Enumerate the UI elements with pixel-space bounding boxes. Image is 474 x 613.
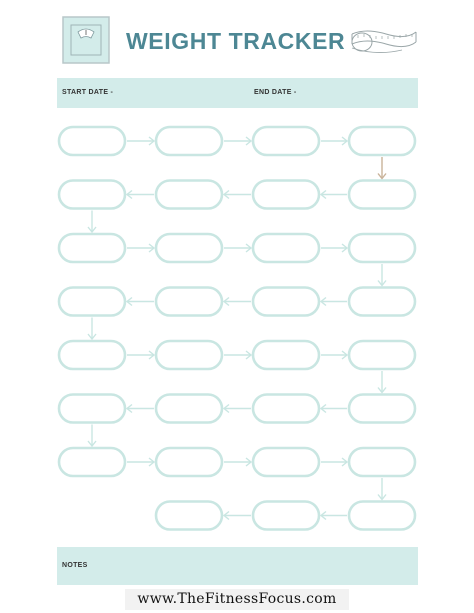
arrow-right-icon [321,137,347,145]
arrow-down-icon [378,157,386,179]
weight-entry-box[interactable] [156,288,222,316]
notes-label: NOTES [62,562,88,569]
weight-entry-box[interactable] [253,341,319,369]
arrow-right-icon [321,244,347,252]
weight-entry-box[interactable] [253,448,319,476]
arrow-left-icon [224,298,251,306]
weight-entry-box[interactable] [59,288,125,316]
weight-entry-box[interactable] [253,502,319,530]
weight-entry-box[interactable] [156,448,222,476]
end-date-label: END DATE - [254,89,297,96]
weight-entry-box[interactable] [349,395,415,423]
weight-entry-box[interactable] [349,448,415,476]
arrow-left-icon [127,298,154,306]
website-link[interactable]: www.TheFitnessFocus.com [125,589,348,610]
arrow-right-icon [224,137,251,145]
arrow-left-icon [321,512,347,520]
arrow-left-icon [224,191,251,199]
weight-entry-box[interactable] [349,234,415,262]
weight-entry-box[interactable] [253,288,319,316]
arrow-down-icon [88,318,96,340]
weight-entry-box[interactable] [349,502,415,530]
weight-entry-box[interactable] [156,395,222,423]
arrow-right-icon [321,351,347,359]
arrow-left-icon [321,191,347,199]
weight-entry-box[interactable] [253,395,319,423]
page-title: WEIGHT TRACKER [126,28,346,54]
arrow-left-icon [321,405,347,413]
arrow-down-icon [88,211,96,233]
weight-entry-box[interactable] [253,127,319,155]
arrow-right-icon [224,458,251,466]
arrow-right-icon [321,458,347,466]
weight-entry-box[interactable] [349,288,415,316]
notes-band[interactable] [57,547,418,585]
weight-entry-box[interactable] [253,234,319,262]
arrow-left-icon [224,405,251,413]
arrow-right-icon [224,244,251,252]
arrow-left-icon [127,191,154,199]
arrow-left-icon [224,512,251,520]
weight-entry-box[interactable] [59,395,125,423]
arrow-right-icon [127,458,154,466]
weight-entry-box[interactable] [349,181,415,209]
arrow-right-icon [127,351,154,359]
weight-entry-box[interactable] [59,181,125,209]
start-date-label: START DATE - [62,89,114,96]
weight-entry-box[interactable] [349,341,415,369]
arrow-right-icon [127,137,154,145]
weight-entry-box[interactable] [59,127,125,155]
weight-entry-box[interactable] [156,127,222,155]
weight-entry-box[interactable] [59,341,125,369]
weight-entry-box[interactable] [156,341,222,369]
arrow-right-icon [127,244,154,252]
weight-entry-box[interactable] [156,234,222,262]
weight-entry-box[interactable] [253,181,319,209]
weight-entry-box[interactable] [59,234,125,262]
arrow-down-icon [378,264,386,286]
weight-entry-box[interactable] [59,448,125,476]
weight-entry-box[interactable] [156,502,222,530]
arrow-left-icon [321,298,347,306]
weight-entry-box[interactable] [349,127,415,155]
arrow-down-icon [378,478,386,500]
arrow-right-icon [224,351,251,359]
arrow-down-icon [378,371,386,393]
footer [0,588,474,613]
arrow-down-icon [88,425,96,447]
weight-entry-box[interactable] [156,181,222,209]
arrow-left-icon [127,405,154,413]
